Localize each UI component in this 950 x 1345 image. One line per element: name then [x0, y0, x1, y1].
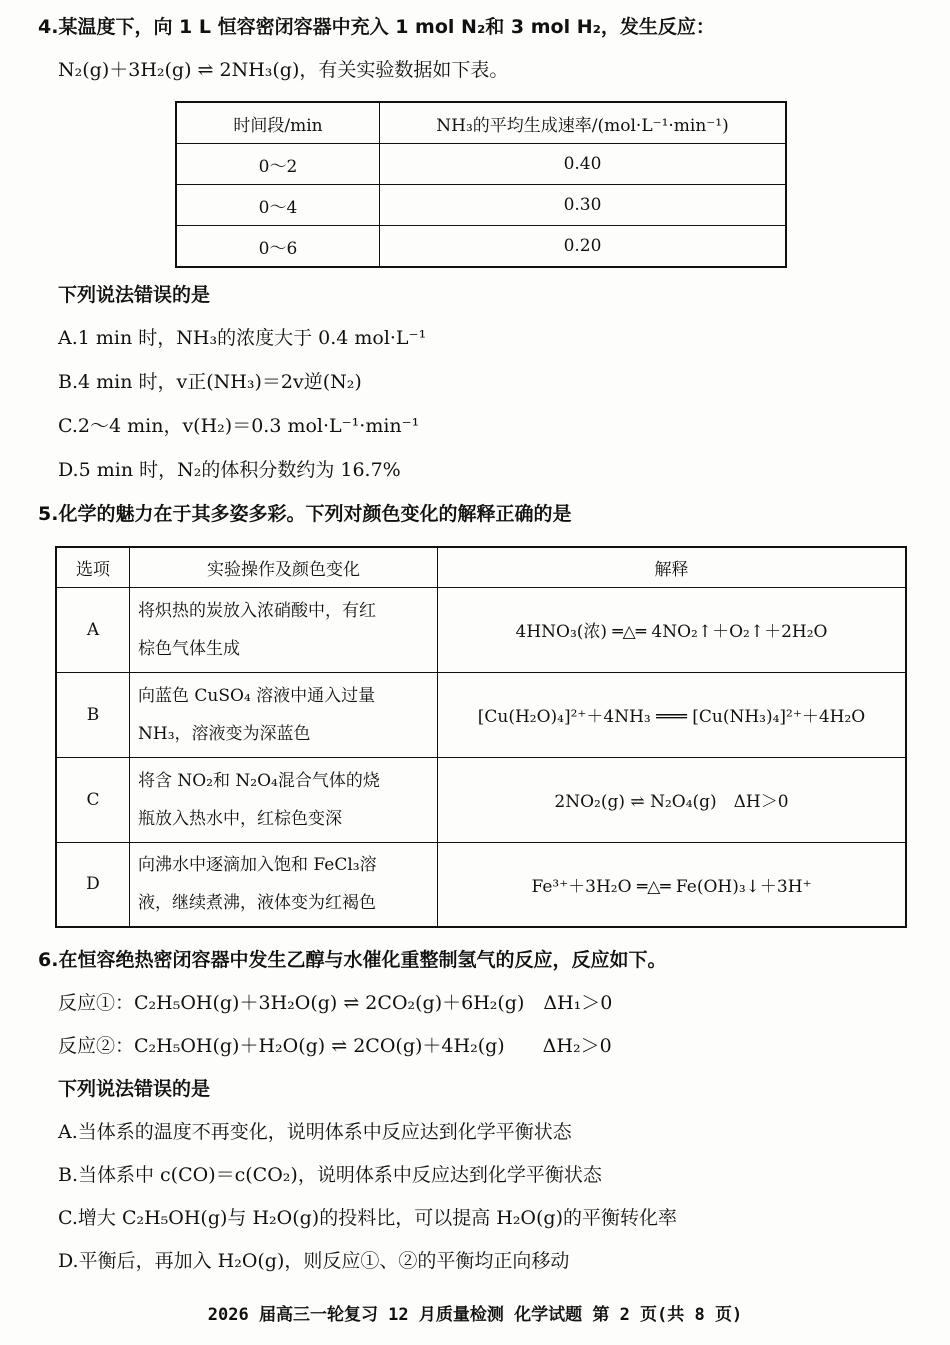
table-row: [176, 226, 786, 268]
q6-option-a: A.当体系的温度不再变化，说明体系中反应达到化学平衡状态: [58, 1121, 572, 1143]
table-row: [56, 587, 906, 672]
q6-option-d: D.平衡后，再加入 H₂O(g)，则反应①、②的平衡均正向移动: [58, 1250, 570, 1272]
q5-color-table: [55, 546, 907, 928]
table-row: [176, 144, 786, 185]
q4-option-c: C.2～4 min，v(H₂)＝0.3 mol·L⁻¹·min⁻¹: [58, 415, 420, 437]
table-row: [56, 757, 906, 842]
q5-row-option: C: [56, 757, 130, 842]
q4-option-a: A.1 min 时，NH₃的浓度大于 0.4 mol·L⁻¹: [58, 327, 427, 349]
q5-header-option: 选项: [56, 547, 130, 587]
q4-cell-rate: 0.20: [380, 226, 787, 268]
q5-operation-line: 棕色气体生成: [138, 638, 240, 659]
q5-row-explanation: [Cu(H₂O)₄]²⁺＋4NH₃ ═══ [Cu(NH₃)₄]²⁺＋4H₂O: [438, 672, 907, 757]
q4-stem-line2: N₂(g)＋3H₂(g) ⇌ 2NH₃(g)，有关实验数据如下表。: [58, 59, 509, 81]
q5-operation-line: 向蓝色 CuSO₄ 溶液中通入过量: [138, 685, 376, 706]
q5-row-operation: [130, 672, 438, 757]
q5-row-option: A: [56, 587, 130, 672]
q5-operation-line: 向沸水中逐滴加入饱和 FeCl₃溶: [138, 855, 377, 876]
q6-prompt: 下列说法错误的是: [58, 1078, 211, 1100]
q5-operation-line: 液，继续煮沸，液体变为红褐色: [138, 893, 376, 914]
q5-row-explanation: Fe³⁺＋3H₂O ═△═ Fe(OH)₃↓＋3H⁺: [438, 842, 907, 927]
q4-cell-rate: 0.30: [380, 185, 787, 226]
q6-stem: 6.在恒容绝热密闭容器中发生乙醇与水催化重整制氢气的反应，反应如下。: [38, 949, 667, 971]
q5-stem: 5.化学的魅力在于其多姿多彩。下列对颜色变化的解释正确的是: [38, 503, 572, 525]
q5-operation-line: 瓶放入热水中，红棕色变深: [138, 808, 342, 829]
q5-operation-line: 将含 NO₂和 N₂O₄混合气体的烧: [138, 770, 380, 791]
q4-prompt: 下列说法错误的是: [58, 284, 211, 306]
q4-cell-time: 0～4: [176, 185, 380, 226]
table-row: [56, 672, 906, 757]
q5-operation-line: NH₃，溶液变为深蓝色: [138, 723, 311, 744]
page-footer: 2026 届高三一轮复习 12 月质量检测 化学试题 第 2 页(共 8 页): [207, 1305, 743, 1325]
table-row: [176, 185, 786, 226]
q4-cell-time: 0～6: [176, 226, 380, 268]
q6-option-c: C.增大 C₂H₅OH(g)与 H₂O(g)的投料比，可以提高 H₂O(g)的平衡转化率: [58, 1207, 677, 1229]
q5-row-explanation: 4HNO₃(浓) ═△═ 4NO₂↑＋O₂↑＋2H₂O: [438, 587, 907, 672]
q4-stem-line1: 4.某温度下，向 1 L 恒容密闭容器中充入 1 mol N₂和 3 mol H₂，发生反应：: [38, 16, 715, 38]
q4-cell-time: 0～2: [176, 144, 380, 185]
q5-header-operation: 实验操作及颜色变化: [130, 547, 438, 587]
q5-header-explanation: 解释: [438, 547, 907, 587]
q6-option-b: B.当体系中 c(CO)＝c(CO₂)，说明体系中反应达到化学平衡状态: [58, 1164, 602, 1186]
q4-option-b: B.4 min 时，v正(NH₃)＝2v逆(N₂): [58, 371, 362, 393]
q4-rate-table: [175, 101, 787, 268]
q5-row-explanation: 2NO₂(g) ⇌ N₂O₄(g) ΔH＞0: [438, 757, 907, 842]
q4-cell-rate: 0.40: [380, 144, 787, 185]
q6-reaction-2: 反应②：C₂H₅OH(g)＋H₂O(g) ⇌ 2CO(g)＋4H₂(g) ΔH₂＞0: [58, 1035, 612, 1057]
q4-header-rate: NH₃的平均生成速率/(mol·L⁻¹·min⁻¹): [380, 102, 787, 144]
q5-row-operation: [130, 842, 438, 927]
q4-option-d: D.5 min 时，N₂的体积分数约为 16.7%: [58, 459, 401, 481]
q5-operation-line: 将炽热的炭放入浓硝酸中，有红: [138, 600, 376, 621]
q5-row-option: D: [56, 842, 130, 927]
table-row: [56, 842, 906, 927]
q5-row-operation: [130, 587, 438, 672]
q5-row-operation: [130, 757, 438, 842]
q4-header-time: 时间段/min: [176, 102, 380, 144]
q5-row-option: B: [56, 672, 130, 757]
q6-reaction-1: 反应①：C₂H₅OH(g)＋3H₂O(g) ⇌ 2CO₂(g)＋6H₂(g) ΔH₁＞0: [58, 992, 613, 1014]
